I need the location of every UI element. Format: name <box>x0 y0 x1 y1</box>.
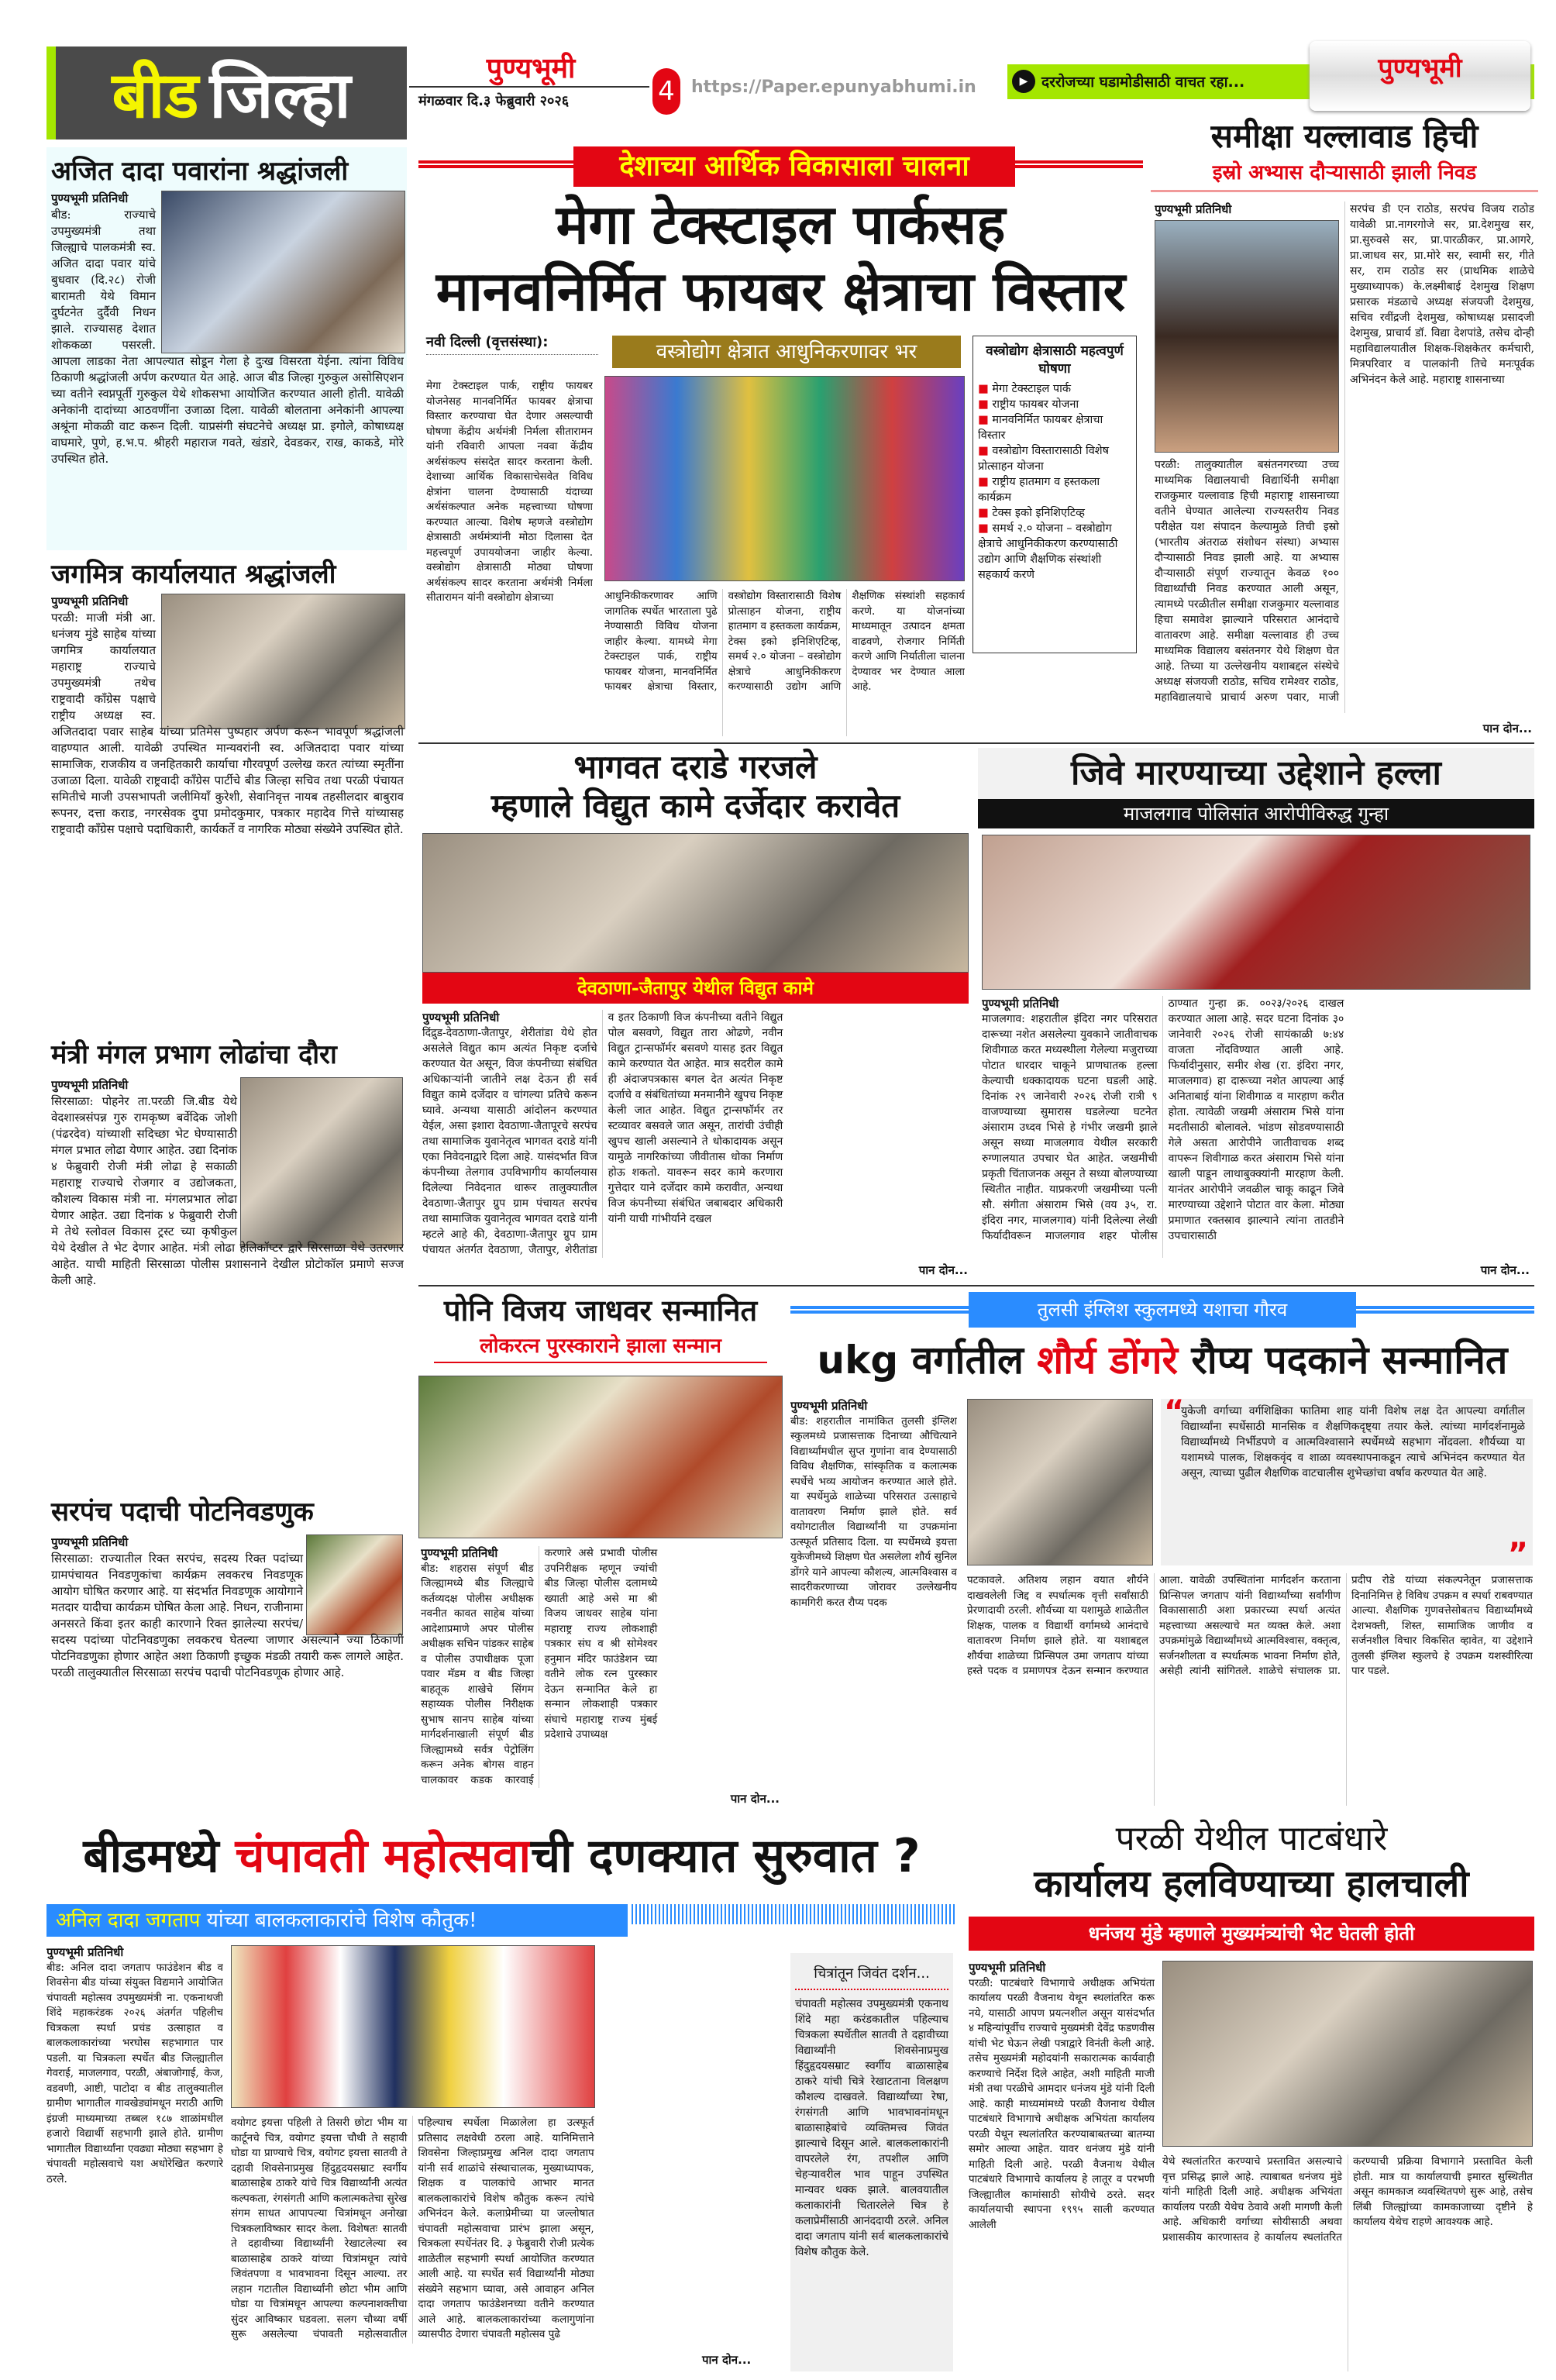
article-subtitle: इस्रो अभ्यास दौऱ्यासाठी झाली निवड <box>1151 157 1538 192</box>
box-title: वस्त्रोद्योग क्षेत्रासाठी महत्वपुर्ण घोषणा <box>986 343 1124 377</box>
section-title-a: बीड <box>112 59 199 133</box>
announcement-list <box>978 381 1131 583</box>
lead-headline-2: मानवनिर्मित फायबर क्षेत्राचा विस्तार <box>435 260 1126 323</box>
article-kicker: तुलसी इंग्लिश स्कुलमध्ये यशाचा गौरव <box>969 1292 1356 1328</box>
dateline: पुण्यभूमी प्रतिनिधी <box>51 1535 129 1549</box>
article-title: सरपंच पदाची पोटनिवडणुक <box>51 1497 314 1528</box>
body-text: परळी: पाटबंधारे विभागाचे अधीक्षक अभियंता कार्यालय परळी वैजनाथ येथून स्थलांतरित करू नये, यासाठी आपण प्रयत्नशील असून यासंदर्भात ४ महिन्यांपूर्वीच राज्याचे मुख्यमंत्री देवेंद्र फडणवीस यांची भेट घेऊन लेखी पत्राद्वारे विनंती केली आहे. तसेच मुख्यमंत्री महोदयांनी सकारात्मक कार्यवाही करण्याचे निर्देश दिले आहेत, अशी माहिती माजी मंत्री तथा परळीचे आमदार धनंजय मुंडे यांनी दिली आहे. काही माध्यमांमध्ये परळी वैजनाथ येथील पाटबंधारे विभागाचे अधीक्षक अभियंता कार्यालय परळी येथून स्थलांतरित करण्याबाबतच्या बातम्या समोर आल्या आहेत. यावर धनंजय मुंडे यांनी माहिती दिली आहे. परळी वैजनाथ येथील पाटबंधारे विभागाचे कार्यालय हे लातूर व परभणी जिल्ह्यातील कामांसाठी सोयीचे ठरते. सदर कार्यालयाची स्थापना १९९५ साली करण्यात आलेली <box>969 1976 1155 2231</box>
section-title-b: जिल्हा <box>209 59 351 133</box>
list-item: ■ वस्त्रोद्योग विस्तारासाठी विशेष प्रोत्साहन योजना <box>978 443 1131 474</box>
article-body <box>51 1077 404 1484</box>
play-icon: ▶ <box>1012 70 1035 93</box>
quote-box <box>1161 1394 1533 1572</box>
body-text: बीड: राज्याचे उपमुख्यमंत्री तथा जिल्ह्याचे पालकमंत्री स्व. अजित दादा पवार यांचे बुधवार (दि.२८) रोजी बारामती येथे विमान दुर्घटनेत दुर्दैवी निधन झाले. राज्यासह देशात शोककळा पसरली. आपला लाडका नेता आपल्यात सोडून गेला हे दुःख विसरता येईना. त्यांना विविध ठिकाणी श्रद्धांजली अर्पण करण्यात येत आहे. आज बीड जिल्हा गुरुकुल असोसिएशन च्या वतीने स्वप्नपूर्ती गुरुकुल येथे शोकसभा आयोजित करण्यात आली होती. यावेळी अनेकांनी दादांच्या आठवणींना उजाळा दिला. यावेळी बोलताना अनेकांनी आपल्या अश्रूंना मोकळी वाट करून दिली. याप्रसंगी संघटनेचे अध्यक्ष प्रा. इगोले, कोषाध्यक्ष वाघमारे, पुणे, ह.भ.प. श्रीहरी महाराज गवते, खंडारे, देवडकर, राख, काकडे, मोरे उपस्थित होते. <box>51 208 404 466</box>
promo-logo: पुण्यभूमी <box>1378 53 1462 84</box>
article-parli <box>969 1817 1534 2375</box>
list-item: ■ राष्ट्रीय हातमाग व हस्तकला कार्यक्रम <box>978 474 1131 505</box>
article-body <box>51 594 404 1028</box>
dateline: पुण्यभूमी प्रतिनिधी <box>790 1399 868 1413</box>
article-title: पोनि विजय जाधवर सन्मानित <box>443 1293 758 1328</box>
body-text: सिरसाळा: राज्यातील रिक्त सरपंच, सदस्य रिक्त पदांच्या ग्रामपंचायत निवडणुकांचा कार्यक्रम लवकरच निवडणूक आयोग घोषित करणार आहे. या संदर्भात निवडणूक आयोगाने मतदार यादीचा कार्यक्रम घोषित केला आहे. निधन, राजीनामा अनसरते किंवा इतर काही कारणाने रिक्त झालेल्या सरपंच/सदस्य पदांच्या पोटनिवडणुका लवकरच घेतल्या जाणार असल्याने ज्या ठिकाणी पोटनिवडणुका होणार आहेत अशा ठिकाणी इच्छुक मंडळी तयारी करू लागले आहेत. परळी तालुक्यातील सिरसाळा सरपंच पदाची पोटनिवडणूक होणार आहे. <box>51 1552 404 1679</box>
subhead-bar <box>46 1904 628 1937</box>
continued-label[interactable]: पान दोन... <box>914 1262 968 1278</box>
sidebar-title: चित्रांतून जिवंत दर्शन... <box>795 1958 948 1990</box>
photo-caption: देवठाणा-जैतापुर येथील विद्युत कामे <box>422 973 969 1004</box>
article-samiksha <box>1151 108 1538 740</box>
continued-label[interactable]: पान दोन... <box>697 2352 751 2368</box>
student-name: शौर्य डोंगरे <box>1037 1338 1178 1383</box>
electric-work-photo <box>422 833 969 973</box>
list-item: ■ राष्ट्रीय फायबर योजना <box>978 397 1131 412</box>
dateline: पुण्यभूमी प्रतिनिधी <box>982 997 1059 1011</box>
article-body-1 <box>46 1945 223 2371</box>
children-drawings-photo <box>231 1945 595 2108</box>
title-part: ची दणक्यात सुरुवात ? <box>531 1829 921 1883</box>
section-title-box <box>46 46 407 139</box>
article-body <box>1155 201 1534 713</box>
sidebar-body: चंपावती महोत्सव उपमुख्यमंत्री एकनाथ शिंदे महा करंडकातील पहिल्याच चित्रकला स्पर्धेतील सातवी ते दहावीच्या विद्यार्थ्यांनी शिवसेनाप्रमुख हिंदुहृदयसम्राट स्वर्गीय बाळासाहेब ठाकरे यांची चित्रे रेखाटताना विलक्षण कौशल्य दाखवले. विद्यार्थ्यांच्या रेषा, रंगसंगती आणि भावभावनांमधून बाळासाहेबांचे व्यक्तिमत्त्व जिवंत झाल्याचे दिसून आले. बालकलाकारांनी वापरलेले रंग, तपशील आणि चेहऱ्यावरील भाव पाहून उपस्थित मान्यवर थक्क झाले. बालवयातील कलाकारांनी चितारलेले चित्र हे कलाप्रेमींसाठी आनंददायी ठरले. अनिल दादा जगताप यांनी सर्व बालकलाकारांचे विशेष कौतुक केले. <box>795 1998 948 2258</box>
dateline: पुण्यभूमी प्रतिनिधी <box>51 191 129 205</box>
website-link[interactable]: https://Paper.epunyabhumi.in <box>691 77 976 97</box>
title-part: ukg वर्गातील <box>817 1338 1024 1383</box>
student-portrait <box>1155 220 1339 453</box>
dateline: नवी दिल्ली (वृत्तसंस्था): <box>426 334 598 355</box>
lead-story <box>418 143 1143 740</box>
article-body-2: येथे स्थलांतरित करण्याचे प्रस्तावित असल्याचे वृत्त प्रसिद्ध झाले आहे. त्याबाबत धनंजय मुंडे यांनी माहिती दिली आहे. अधीक्षक अभियंता कार्यालय परळी येथेच ठेवावे अशी मागणी केली आहे. अधिकारी वर्गाच्या सोयीसाठी अथवा प्रशासकीय कारणास्तव हे कार्यालय स्थलांतरित करण्याची प्रक्रिया विभागाने प्रस्तावित केली होती. मात्र या कार्यालयाची इमारत सुस्थितीत असून कामकाज व्यवस्थितपणे सुरू आहे, तसेच लिंबी जिल्ह्यांच्या कामकाजाच्या दृष्टीने हे कार्यालय येथेच राहणे आवश्यक आहे. <box>1162 2155 1533 2244</box>
title-part: रौप्य पदकाने सन्मानित <box>1191 1338 1508 1383</box>
article-champavati <box>46 1817 957 2375</box>
article-subtitle: लोकरत्न पुरस्काराने झाला सन्मान <box>434 1331 767 1363</box>
article-body <box>51 191 404 547</box>
sidebar-box <box>790 1953 953 2371</box>
article-title <box>790 1331 1534 1390</box>
list-item: ■ समर्थ २.० योजना – वस्त्रोद्योग क्षेत्राचे आधुनिकीकरण करण्यासाठी उद्योग आणि शैक्षणिक संस्थांशी सहकार्य करणे <box>978 521 1131 583</box>
hatched-rule <box>632 1904 957 1924</box>
newspaper-roll-image <box>1310 41 1530 111</box>
issue-date: मंगळवार दि.३ फेब्रुवारी २०२६ <box>418 93 570 109</box>
article-body-2: वयोगट इयत्ता पहिली ते तिसरी छोटा भीम या कार्टूनचे चित्र, वयोगट इयत्ता चौथी ते सहावी घोडा या प्राण्याचे चित्र, वयोगट इयत्ता सातवी ते दहावी शिवसेनाप्रमुख हिंदुहृदयसम्राट स्वर्गीय बाळासाहेब ठाकरे यांचे चित्र विद्यार्थ्यांनी अत्यंत कल्पकता, रंगसंगती आणि कलात्मकतेचा सुरेख संगम साधत आपापल्या चित्रांमधून अनोखा चित्रकलाविष्कार सादर केला. विशेषतः सातवी ते दहावीच्या विद्यार्थ्यांनी रेखाटलेल्या स्व बाळासाहेब ठाकरे यांच्या चित्रांमधून त्यांचे जिवंतपणा व भावभावना दिसून आल्या. तर लहान गटातील विद्यार्थ्यांनी छोटा भीम आणि घोडा या चित्रांमधून आपल्या कल्पनाशक्तीचा सुंदर आविष्कार घडवला. सलग चौथ्या वर्षी सुरू असलेल्या चंपावती महोत्सवातील पहिल्याच स्पर्धेला मिळालेला हा उत्स्फूर्त प्रतिसाद लक्षवेधी ठरला आहे. यानिमित्ताने शिवसेना जिल्हाप्रमुख अनिल दादा जगताप यांनी सर्व शाळांचे संस्थाचालक, मुख्याध्यापक, शिक्षक व पालकांचे आभार मानत बालकलाकारांचे विशेष कौतुक करून त्यांचे अभिनंदन केले. कलाप्रेमीच्या या जल्लोषात चंपावती महोत्सवाचा प्रारंभ झाला असून, चित्रकला स्पर्धेनंतर दि. ३ फेब्रुवारी रोजी प्रत्येक शाळेतील सहभागी स्पर्धा आयोजित करण्यात आली आहे. या स्पर्धेत सर्व विद्यार्थ्यांनी मोठ्या संख्येने सहभाग घ्यावा, असे आवाहन अनिल दादा जगताप फाउंडेशनच्या वतीने करण्यात आले आहे. बालकलाकारांच्या कलागुणांना व्यासपीठ देणारा चंपावती महोत्सव पुढे <box>231 2117 594 2340</box>
photo-spacer <box>237 1077 404 1236</box>
photo-spacer <box>303 1534 404 1621</box>
photo-spacer <box>156 191 404 338</box>
award-photo <box>418 1376 783 1538</box>
article-mangal <box>46 1031 407 1488</box>
dateline: पुण्यभूमी प्रतिनिधी <box>421 1546 498 1560</box>
subhead-name: अनिल दादा जगताप <box>56 1909 201 1932</box>
article-title: जगमित्र कार्यालयात श्रद्धांजली <box>51 559 336 590</box>
paper-logo: पुण्यभूमी <box>486 53 576 84</box>
meeting-photo <box>1162 1961 1533 2147</box>
textile-photo <box>604 376 965 581</box>
lead-kicker: देशाच्या आर्थिक विकासाला चालना <box>573 146 1015 187</box>
article-body-1 <box>969 1961 1155 2371</box>
body-text: सिरसाळा: पोहनेर ता.परळी जि.बीड येथे वेदशास्त्रसंपन्न गुरु रामकृष्ण बर्वेदिक जोशी (पंढरदेव) यांच्याशी सदिच्छा भेट घेण्यासाठी मंगल प्रभात लोढा येणार आहेत. उद्या दिनांक ४ फेब्रुवारी रोजी मंत्री लोढा हे सकाळी महाराष्ट्र राज्याचे रोजगार व उद्योजकता, कौशल्य विकास मंत्री ना. मंगलप्रभात लोढा येणार आहेत. उद्या दिनांक ४ फेब्रुवारी रोजी मे तेथे स्लोवल विकास ट्रस्ट च्या कृषीकुल येथे देखील ते भेट देणार आहेत. मंत्री लोढा हेलिकॉप्टर द्वारे सिरसाळा येथे उतरणार आहेत. याची माहिती सिरसाळा पोलीस प्रशासनाने देखील प्रोटोकॉल प्रमाणे सज्ज केली आहे. <box>51 1094 404 1287</box>
continued-label[interactable]: पान दोन... <box>726 1791 780 1807</box>
list-item: ■ मानवनिर्मित फायबर क्षेत्राचा विस्तार <box>978 412 1131 443</box>
divider <box>418 742 1534 744</box>
article-vijay <box>418 1290 783 1810</box>
dateline: पुण्यभूमी प्रतिनिधी <box>422 1011 500 1025</box>
dateline: पुण्यभूमी प्रतिनिधी <box>1155 202 1232 216</box>
article-title-1: भागवत दराडे गरजले <box>573 748 818 786</box>
festival-name: चंपावती महोत्सवा <box>235 1829 532 1883</box>
lead-body-1: मेगा टेक्स्टाइल पार्क, राष्ट्रीय फायबर योजनेसह मानवनिर्मित फायबर क्षेत्राचा विस्तार करण्याचा घेत देणार असल्याची घोषणा केंद्रीय अर्थमंत्री निर्मला सीतारामन यांनी रविवारी आपला नववा केंद्रीय अर्थसंकल्प संसदेत सादर करताना केली. देशाच्या आर्थिक विकासाचेसवेत विविध क्षेत्रांना चालना देण्यासाठी यंदाच्या अर्थसंकल्पात अनेक महत्त्वाच्या घोषणा करण्यात आल्या. विशेष म्हणजे वस्त्रोद्योग क्षेत्रासाठी अर्थमंत्र्यांनी मोठा दिलासा देत महत्त्वपूर्ण उपाययोजना जाहीर केल्या. वस्त्रोद्योग क्षेत्रासाठी मोठ्या घोषणा अर्थसंकल्प सादर करताना अर्थमंत्री निर्मला सीतारामन यांनी वस्त्रोद्योग क्षेत्राच्या <box>426 380 593 604</box>
announcement-box <box>972 336 1137 653</box>
photo-block <box>982 835 1530 990</box>
subhead-text: यांच्या बालकलाकारांचे विशेष कौतुक! <box>200 1909 477 1932</box>
quote-text: युकेजी वर्गाच्या वर्गशिक्षिका फातिमा शाह यांनी विशेष लक्ष देत आपल्या वर्गातील विद्यार्थ्यांना स्पर्धेसाठी मानसिक व शैक्षणिकदृष्ट्या तयार केले. त्यांच्या मार्गदर्शनामुळे विद्यार्थ्यांमध्ये निर्भीडपणे व आत्मविश्वासाने स्पर्धेमध्ये सहभाग नोंदवला. शौर्यच्या या यशामध्ये पालक, शिक्षकवृंद व शाळा व्यवस्थापनाकडून त्याचे अभिनंदन करण्यात येत असून, त्याच्या पुढील शैक्षणिक वाटचालीस शुभेच्छांचा वर्षाव करण्यात येत आहे. <box>1181 1405 1525 1479</box>
promo-text: दररोजच्या घडामोडीसाठी वाचत रहा... <box>1041 74 1245 91</box>
body-text: दिंद्रुड-देवठाणा-जैतापुर, शेरीतांडा येथे होत असलेले विद्युत काम अत्यंत निकृष्ट दर्जाचे करण्यात येत असून, विज कंपनीच्या संबंधित अधिकाऱ्यांनी जातीने लक्ष देऊन ही सर्व विद्युत कामे दर्जेदार व चांगल्या प्रतिचे करून घ्यावे. अन्यथा यासाठी आंदोलन करण्यात येईल, असा इशारा देवठाणा-जैतापूरचे सरपंच तथा सामाजिक युवानेतृत्व भागवत दराडे यांनी एका निवेदनाद्वारे दिला आहे. यासंदर्भात विज कंपनीच्या तेलगाव उपविभागीय कार्यालयास दिलेल्या निवेदनात धारूर तालुक्यातील देवठाणा-जैतापुर ग्रुप ग्राम पंचायत सरपंच तथा सामाजिक युवानेतृत्व भागवत दराडे यांनी म्हटले आहे की, देवठाणा-जैतापुर ग्रुप ग्राम पंचायत अंतर्गत देवठाणा, जैतापुर, शेरीतांडा व इतर ठिकाणी विज कंपनीच्या वतीने विद्युत पोल बसवणे, विद्युत तारा ओढणे, नवीन विद्युत ट्रान्सफॉर्मर बसवणे यासह इतर विद्युत कामे करण्यात येत आहेत. मात्र सदरील कामे ही अंदाजपत्रकास बगल देत अत्यंत निकृष्ट दर्जाचे व संबंधितांच्या मनमानीने खुपच निकृष्ट केली जात आहेत. विद्युत ट्रान्सफॉर्मर तर स्टव्यावर बसवले जात असून, तारांची उंचीही खुपच खाली असल्याने ते धोकादायक असून यामुळे नागरिकांच्या जीवीतास धोका निर्माण होऊ शकतो. यावरून सदर कामे करणारा गुत्तेदार याने दर्जेदार कामे करावीत, अन्यथा विज कंपनीच्या संबंधित जबाबदार अधिकारी यांनी याची गांभीर्याने दखल <box>422 1011 783 1256</box>
dateline: पुण्यभूमी प्रतिनिधी <box>46 1945 124 1959</box>
quote-open-icon: “ <box>1164 1394 1185 1430</box>
article-jagmitra <box>46 550 407 1031</box>
divider <box>418 1285 1534 1286</box>
left-column <box>46 147 407 1813</box>
photo-spacer <box>156 594 404 716</box>
title-part: बीडमध्ये <box>83 1829 219 1883</box>
article-body <box>51 1534 404 1810</box>
article-tulsi <box>790 1290 1534 1810</box>
article-title: मंत्री मंगल प्रभाग लोढांचा दौरा <box>51 1039 337 1070</box>
article-subtitle: माजलगाव पोलिसांत आरोपीविरुद्ध गुन्हा <box>978 799 1534 828</box>
body-text: परळी: तालुक्यातील बसंतनगरच्या उच्च माध्यमिक विद्यालयाची विद्यार्थिनी समीक्षा राजकुमार यल्लावाड हिची महाराष्ट्र शासनाच्या वतीने घेण्यात आलेल्या राज्यस्तरीय निवड परीक्षेत यश संपादन केल्यामुळे तिची इस्रो (भारतीय अंतराळ संशोधन संस्था) अभ्यास दौऱ्यासाठी निवड झाली आहे. या अभ्यास दौऱ्यासाठी संपूर्ण राज्यातून केवळ १०० विद्यार्थ्यांची निवड करण्यात आली असून, त्यामध्ये परळीतील समीक्षा राजकुमार यल्लावाड हिचा समावेश झाल्याने परिसरात आनंदाचे वातावरण आहे. समीक्षा यल्लावाड ही उच्च माध्यमिक विद्यालय बसंतनगर येथे शिक्षण घेत आहे. तिच्या या उल्लेखनीय यशाबद्दल संस्थेचे अध्यक्ष संजयजी राठोड, सचिव रामेश्वर राठोड, महाविद्यालयाचे प्राचार्य अरुण पवार, माजी सरपंच डी एन राठोड, सरपंच विजय राठोड यावेळी प्रा.नागरगोजे सर, प्रा.देशमुख सर, प्रा.सुरुवसे सर, प्रा.पारळीकर, प्रा.आगरे, प्रा.जाधव सर, प्रा.मोरे सर, स्वामी सर, गीते सर, राम राठोड सर (प्राथमिक शाळेचे मुख्याध्यापक) के.लक्ष्मीबाई देशमुख शिक्षण प्रसारक मंडळाचे अध्यक्ष संजयजी देशमुख, सचिव रवींद्रजी देशमुख, कोषाध्यक्ष प्रसादजी देशमुख, प्राचार्य डॉ. विद्या देशपांडे, तसेच दोन्ही महाविद्यालयातील शिक्षक-शिक्षकेतर कर्मचारी, मित्रपरिवार व पालकांनी तिचे मनःपूर्वक अभिनंदन केले आहे. महाराष्ट्र शासनाच्या <box>1155 203 1534 704</box>
article-body <box>421 1546 781 1788</box>
article-title-2: कार्यालय हलविण्याच्या हालचाली <box>1034 1862 1469 1906</box>
article-title <box>46 1817 957 1895</box>
photo-block <box>422 833 969 1004</box>
quote-close-icon: ” <box>1507 1537 1528 1572</box>
article-body-1 <box>790 1399 957 1806</box>
body-text: बीड: अनिल दादा जगताप फाउंडेशन बीड व शिवसेना बीड यांच्या संयुक्त विद्यमाने आयोजित चंपावती महोत्सव उपमुख्यमंत्री ना. एकनाथजी शिंदे महाकरंडक २०२६ अंतर्गत पहिलीच चित्रकला स्पर्धा प्रचंड उत्साहात व बालकलाकारांच्या भरघोस सहभागात पार पडली. या चित्रकला स्पर्धेत बीड जिल्ह्यातील गेवराई, माजलगाव, परळी, अंबाजोगाई, केज, वडवणी, आष्टी, पाटोदा व बीड तालुक्यातील ग्रामीण भागातील गावखेड्यांमधून मराठी आणि इंग्रजी माध्यमाच्या तब्बल १८७ शाळांमधील हजारो विद्यार्थी सहभागी झाले होते. ग्रामीण भागातील विद्यार्थ्यांना एवढ्या मोठ्या सहभाग हे चंपावती महोत्सवाचे यश अधोरेखित करणारे ठरले. <box>46 1961 223 2185</box>
student-medal-photo <box>967 1399 1153 1565</box>
dateline: पुण्यभूमी प्रतिनिधी <box>969 1961 1046 1975</box>
continued-label[interactable]: पान दोन... <box>1479 721 1532 736</box>
article-bhagwat <box>418 748 972 1283</box>
dateline: पुण्यभूमी प्रतिनिधी <box>51 1078 129 1092</box>
list-item: ■ मेगा टेक्स्टाइल पार्क <box>978 381 1131 397</box>
article-sarpanch <box>46 1488 407 1813</box>
article-body <box>422 833 969 1258</box>
logo-rule <box>409 86 649 88</box>
article-title: अजित दादा पवारांना श्रद्धांजली <box>51 156 349 187</box>
lead-subhead: वस्त्रोद्योग क्षेत्रात आधुनिकरणावर भर <box>612 336 961 368</box>
body-text: परळी: माजी मंत्री आ. धनंजय मुंडे साहेब यांच्या जगमित्र कार्यालयात महाराष्ट्र राज्याचे उपमुख्यमंत्री तथेच राष्ट्रवादी काँग्रेस पक्षाचे राष्ट्रीय अध्यक्ष स्व. अजितदादा पवार साहेब यांच्या प्रतिमेस पुष्पहार अर्पण करून भावपूर्ण श्रद्धांजली वाहण्यात आली. यावेळी उपस्थित मान्यवरांनी स्व. अजितदादा पवार यांच्या सामाजिक, राजकीय व जनहितकारी कार्याचा गौरवपूर्ण उल्लेख करत त्यांच्या स्मृतींना उजाळा दिला. यावेळी राष्ट्रवादी काँग्रेस पार्टीचे बीड जिल्हा सचिव तथा परळी पंचायत समितीचे माजी उपसभापती जलीमियाँ कुरेशी, सेवानिवृत्त नायब तहसीलदार बाबुराव रूपनर, दत्ता कराड, नगरसेवक दुपा प्रमोदकुमार, पत्रकार महादेव गित्ते यांच्यासह राष्ट्रवादी काँग्रेस पक्षाचे पदाधिकारी, कार्यकर्ते व नागरिक मोठ्या संख्येने उपस्थित होते. <box>51 611 404 836</box>
page-number-badge: 4 <box>652 68 680 115</box>
body-text: माजलगाव: शहरातील इंदिरा नगर परिसरात दारूच्या नशेत असलेल्या युवकाने जातीवाचक शिवीगाळ करत मध्यस्थीला गेलेल्या मजुराच्या पोटात धारदार चाकूने प्राणघातक हल्ला केल्याची धक्कादायक घटना घडली आहे. दिनांक २९ जानेवारी २०२६ रोजी रात्री ९ वाजण्याच्या सुमारास घडलेल्या घटनेत अंसाराम उध्दव भिसे हे गंभीर जखमी झाले असून सध्या माजलगाव येथील सरकारी रुग्णालयात उपचार घेत आहेत. जखमीची प्रकृती चिंताजनक असून ते सध्या बोलण्याच्या स्थितीत नाहीत. याप्रकरणी जखमीच्या पत्नी सौ. संगीता अंसाराम भिसे (वय ३५, रा. इंदिरा नगर, माजलगाव) यांनी दिलेल्या लेखी फिर्यादीवरून माजलगाव शहर पोलीस ठाण्यात गुन्हा क्र. ००२३/२०२६ दाखल करण्यात आला आहे. सदर घटना दिनांक ३० जानेवारी २०२६ रोजी सायंकाळी ७:४४ वाजता नोंदविण्यात आली आहे. फिर्यादीनुसार, समीर शेख (रा. इंदिरा नगर, माजलगाव) हा दारूच्या नशेत आपल्या आई अनिताबाई यांना शिवीगाळ व मारहाण करीत होता. त्यावेळी जखमी अंसाराम भिसे यांना मदतीसाठी बोलावले. भांडण सोडवण्यासाठी गेले असता आरोपीने जातीवाचक शब्द वापरून शिवीगाळ करत अंसाराम भिसे यांना खाली पाडून लाथाबुक्क्यांनी मारहाण केली. यानंतर आरोपीने जवळील चाकू काढून जिवे मारण्याच्या उद्देशाने पोटात वार केला. मोठ्या प्रमाणात रक्तस्राव झाल्याने त्यांना तातडीने उपचारासाठी <box>982 997 1344 1242</box>
article-title-2: म्हणाले विद्युत कामे दर्जेदार करावेत <box>491 787 900 825</box>
article-ajit <box>46 147 407 550</box>
lead-body-2: आधुनिकीकरणावर आणि जागतिक स्पर्धेत भारताला पुढे नेण्यासाठी विविध योजना जाहीर केल्या. यामध्ये मेगा टेक्स्टाइल पार्क, राष्ट्रीय फायबर योजना, मानवनिर्मित फायबर क्षेत्राचा विस्तार, वस्त्रोद्योग विस्तारासाठी विशेष प्रोत्साहन योजना, राष्ट्रीय हातमाग व हस्तकला कार्यक्रम, टेक्स इको इनिशिएटिव्ह, समर्थ २.० योजना – वस्त्रोद्योग क्षेत्राचे आधुनिकीकरण करण्यासाठी उद्योग आणि शैक्षणिक संस्थांशी सहकार्य करणे. या योजनांच्या माध्यमातून उत्पादन क्षमता वाढवणे, रोजगार निर्मिती करणे आणि निर्यातीला चालना देण्यावर भर देण्यात आला आहे. <box>604 590 965 693</box>
continued-label[interactable]: पान दोन... <box>1476 1262 1530 1278</box>
article-title: जिवे मारण्याच्या उद्देशाने हल्ला <box>978 748 1534 799</box>
list-item: ■ टेक्स इको इनिशिएटिव्ह <box>978 505 1131 521</box>
lead-headline-1: मेगा टेक्स्टाइल पार्कसह <box>556 193 1006 257</box>
article-subhead: धनंजय मुंडे म्हणाले मुख्यमंत्र्यांची भेट घेतली होती <box>969 1917 1534 1951</box>
article-title-1: परळी येथील पाटबंधारे <box>1115 1819 1388 1858</box>
article-title: समीक्षा यल्लावाड हिची <box>1210 117 1479 155</box>
dateline: पुण्यभूमी प्रतिनिधी <box>51 594 129 608</box>
article-body-2: पटकावले. अतिशय लहान वयात शौर्यने दाखवलेली जिद्द व स्पर्धात्मक वृत्ती सर्वांसाठी प्रेरणादायी ठरली. शौर्यच्या या यशामुळे शाळेतील शिक्षक, पालक व विद्यार्थी वर्गामध्ये आनंदाचे वातावरण निर्माण झाले होते. या यशाबद्दल शौर्यचा शाळेच्या प्रिन्सिपल उमा जगताप यांच्या हस्ते पदक व प्रमाणपत्र देऊन सन्मान करण्यात आला. यावेळी उपस्थितांना मार्गदर्शन करताना प्रिन्सिपल जगताप यांनी विद्यार्थ्यांच्या सर्वांगीण विकासासाठी अशा प्रकारच्या स्पर्धा अत्यंत महत्त्वाच्या असल्याचे मत व्यक्त केले. अशा उपक्रमांमुळे विद्यार्थ्यांमध्ये आत्मविश्वास, वक्तृत्व, सर्जनशीलता व स्पर्धात्मक भावना निर्माण होते, असेही त्यांनी सांगितले. शाळेचे संचालक प्रा. प्रदीप रोडे यांच्या संकल्पनेतून प्रजासत्ताक दिनानिमित्त हे विविध उपक्रम व स्पर्धा राबवण्यात आल्या. शैक्षणिक गुणवत्तेसोबतच विद्यार्थ्यांमध्ये देशभक्ती, शिस्त, सामाजिक जाणीव व सर्जनशील विचार विकसित व्हावेत, या उद्देशाने तुलसी इंग्लिश स्कुलचे हे उपक्रम यशस्वीरित्या पार पडले. <box>967 1574 1533 1677</box>
article-jive <box>978 748 1534 1283</box>
body-text: बीड: शहरास संपूर्ण बीड जिल्ह्यामध्ये बीड जिल्ह्याचे कर्तव्यदक्ष पोलीस अधीक्षक नवनीत कावत साहेब यांच्या आदेशाप्रमाणे अपर पोलीस अधीक्षक सचिन पांडकर साहेब व पोलीस उपाधीक्षक पूजा पवार मॅडम व बीड जिल्हा बाहतूक शाखेचे सिंगम सहाय्यक पोलीस निरीक्षक सुभाष सानप साहेब यांच्या मार्गदर्शनाखाली संपूर्ण बीड जिल्ह्यामध्ये सर्वत्र पेट्रोलिंग करून अनेक बोगस वाहन चालकावर कडक कारवाई करणारे असे प्रभावी पोलीस उपनिरीक्षक म्हणून ज्यांची बीड जिल्हा पोलीस दलामध्ये ख्याती आहे असे मा श्री विजय जाधवर साहेब यांना महाराष्ट्र राज्य लोकशाही पत्रकार संघ व श्री सोमेश्वर हनुमान मंदिर फाउंडेशन च्या वतीने लोक रत्न पुरस्कार देऊन सन्मानित केले हा सन्मान लोकशाही पत्रकार संघाचे महाराष्ट्र राज्य मुंबई प्रदेशाचे उपाध्यक्ष <box>421 1547 658 1786</box>
article-body <box>982 835 1530 1258</box>
body-text: बीड: शहरातील नामांकित तुलसी इंग्लिश स्कुलमध्ये प्रजासत्ताक दिनाच्या औचित्याने विद्यार्थ्यांमधील सुप्त गुणांना वाव देण्यासाठी विविध शैक्षणिक, सांस्कृतिक व कलात्मक स्पर्धेचे भव्य आयोजन करण्यात आले होते. या स्पर्धेमुळे शाळेच्या परिसरात उत्साहाचे वातावरण निर्माण झाले होते. सर्व वयोगटातील विद्यार्थ्यांनी या उपक्रमांना उत्स्फूर्त प्रतिसाद दिला. या स्पर्धेमध्ये इयत्ता युकेजीमध्ये शिक्षण घेत असलेला शौर्य सुनिल डोंगरे याने आपल्या कौशल्य, आत्मविश्वास व सादरीकरणाच्या जोरावर उल्लेखनीय कामगिरी करत रौप्य पदक <box>790 1414 957 1609</box>
injury-photo <box>982 835 1530 990</box>
promo-banner <box>1007 53 1534 99</box>
